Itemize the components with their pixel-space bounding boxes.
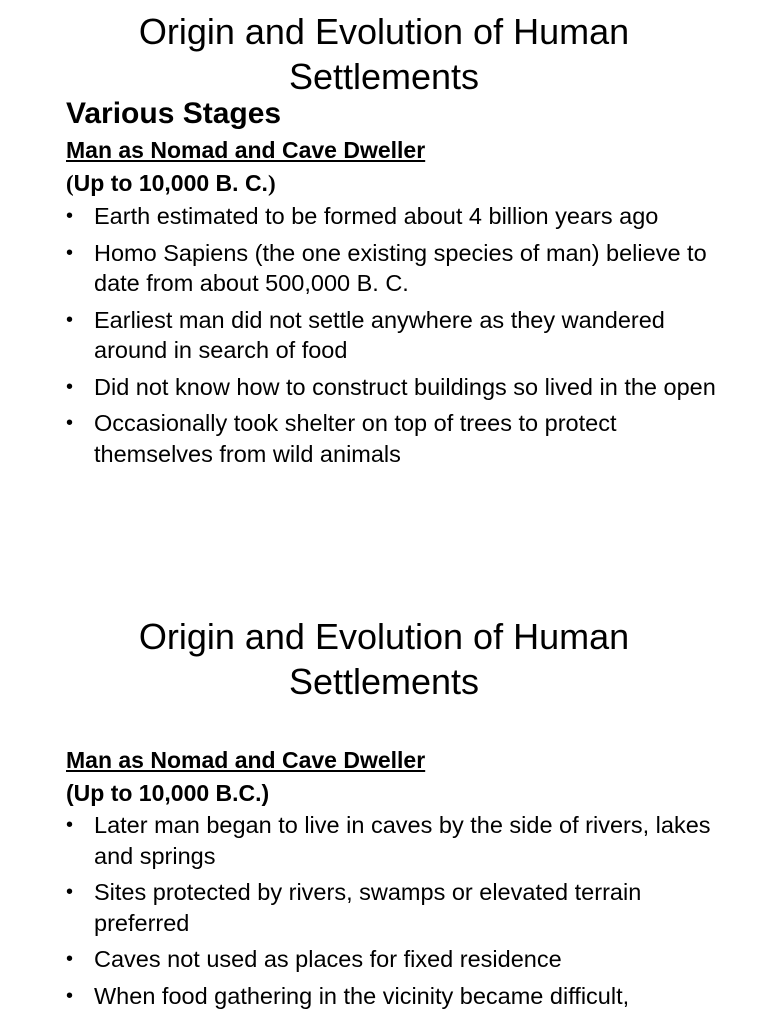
list-item-text: Homo Sapiens (the one existing species of man) believe to date from about 500,000 B. C. xyxy=(94,239,707,296)
slide-content xyxy=(66,94,716,475)
date-close-paren: ) xyxy=(267,171,276,196)
list-item xyxy=(66,372,716,403)
list-item-text: Occasionally took shelter on top of trees to protect themselves from wild animals xyxy=(94,410,617,467)
list-item xyxy=(66,305,716,366)
date-range xyxy=(66,166,716,201)
list-item-text: Sites protected by rivers, swamps or elevated terrain preferred xyxy=(94,879,642,936)
date-range: (Up to 10,000 B.C.) xyxy=(66,780,270,806)
list-item-text: Later man began to live in caves by the side of rivers, lakes and springs xyxy=(94,812,711,869)
bullet-list xyxy=(66,201,716,469)
bullet-icon: • xyxy=(66,881,74,903)
list-item xyxy=(66,810,716,871)
slide-title-line-2: Settlements xyxy=(288,56,480,97)
slide-title xyxy=(0,606,768,704)
bullet-icon: • xyxy=(66,241,74,264)
bullet-icon: • xyxy=(66,814,74,836)
bullet-icon: • xyxy=(66,375,74,398)
slide-2 xyxy=(0,606,768,1024)
slide-title-line-1: Origin and Evolution of Human xyxy=(138,11,630,52)
list-item-text: Did not know how to construct buildings so lived in the open xyxy=(94,373,716,400)
list-item xyxy=(66,981,716,1012)
list-item-text: Earliest man did not settle anywhere as they wandered around in search of food xyxy=(94,306,665,363)
bullet-icon: • xyxy=(66,308,74,331)
section-heading: Various Stages xyxy=(66,97,282,130)
list-item xyxy=(66,201,716,232)
list-item xyxy=(66,877,716,938)
list-item xyxy=(66,238,716,299)
slide-content xyxy=(66,744,716,1017)
stage-subheading: Man as Nomad and Cave Dweller xyxy=(66,747,426,773)
slide-title-line-1: Origin and Evolution of Human xyxy=(138,616,630,657)
slide-title-line-2: Settlements xyxy=(288,661,480,702)
stage-subheading: Man as Nomad and Cave Dweller xyxy=(66,137,426,163)
list-item xyxy=(66,408,716,469)
bullet-icon: • xyxy=(66,984,74,1007)
bullet-icon: • xyxy=(66,948,74,970)
list-item xyxy=(66,944,716,975)
list-item-text: Caves not used as places for fixed residence xyxy=(94,946,562,972)
bullet-icon: • xyxy=(66,205,74,227)
date-range-text: Up to 10,000 B. C. xyxy=(73,170,268,196)
slide-title xyxy=(0,0,768,99)
bullet-list xyxy=(66,810,716,1011)
date-open-paren: ( xyxy=(66,171,74,196)
bullet-icon: • xyxy=(66,412,74,434)
list-item-text: Earth estimated to be formed about 4 billion years ago xyxy=(94,203,659,229)
list-item-text: When food gathering in the vicinity became difficult, xyxy=(94,982,630,1009)
